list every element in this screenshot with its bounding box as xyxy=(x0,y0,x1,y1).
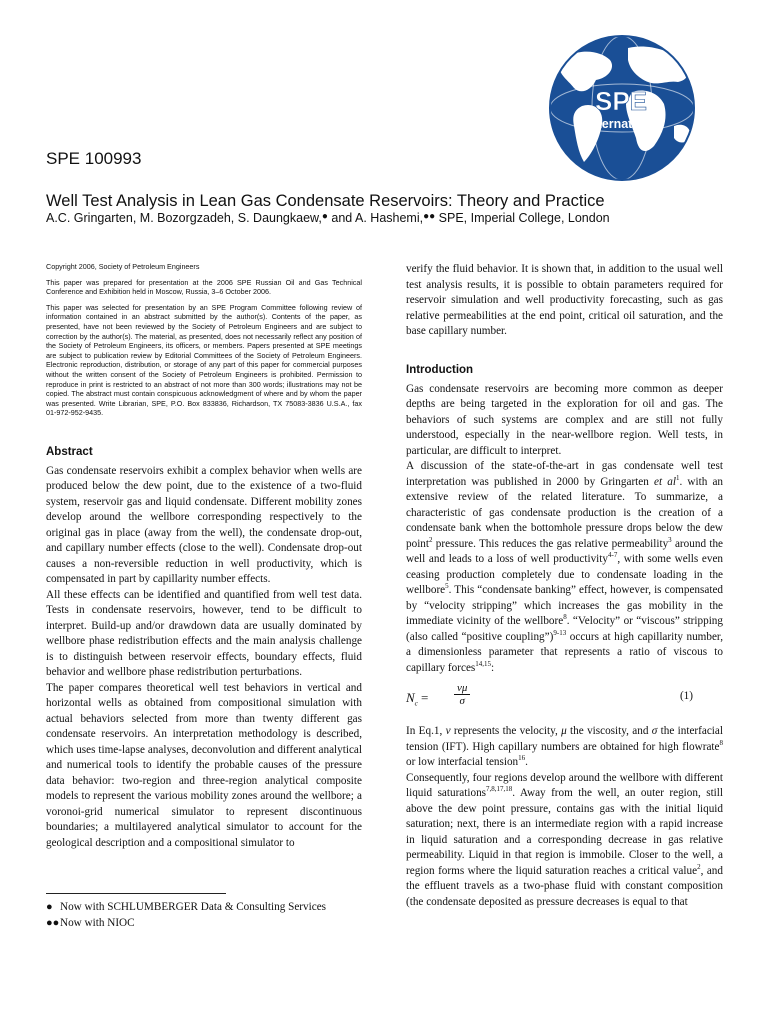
eq-denominator: σ xyxy=(459,695,465,707)
equation-lhs xyxy=(406,690,428,708)
intro-p4-text: Consequently, four regions develop around the wellbore with different liquid saturations xyxy=(406,771,723,799)
citation: 14,15 xyxy=(475,659,492,668)
author-mark-1: ● xyxy=(321,211,328,222)
citation: 2 xyxy=(429,535,433,544)
footnote-text-1: Now with SCHLUMBERGER Data & Consulting Services xyxy=(60,901,327,913)
globe-icon xyxy=(498,34,726,182)
abstract-continuation: verify the fluid behavior. It is shown that, in addition to the usual well test analysis results, it is possible to obtain parameters required for reservoir simulation and well productivity forecasting, such as gas relative permeabilities at the end point, critical oil saturation, and the base capillary number. xyxy=(406,263,723,337)
intro-paragraph-4 xyxy=(406,771,723,911)
authors-part1: A.C. Gringarten, M. Bozorgzadeh, S. Daungkaew, xyxy=(46,211,322,225)
intro-p3-text: the viscosity, and xyxy=(566,725,652,737)
equation-1 xyxy=(406,682,723,720)
intro-p4-text: . Away from the well, an outer region, still above the dew point pressure, contains gas with the initial liquid saturation; next, there is an intermediate region with a rapid increase in liquid saturation and a corresponding decrease in gas relative permeability. Liquid in that region is immobile. Closer to the well, a region forms where the liquid saturation reaches a critical value xyxy=(406,787,724,877)
selection-notice: This paper was selected for presentation by an SPE Program Committee following review of information contained in an abstract submitted by the author(s). Contents of the paper, as presented, have not been reviewed by the Society of Petroleum Engineers and are subject to correction by the author(s). The material, as presented, does not necessarily reflect any position of the Society of Petroleum Engineers, its officers, or members. Papers presented at SPE meetings are subject to publication review by Editorial Committees of the Society of Petroleum Engineers. Electronic reproduction, distribution, or storage of any part of this paper for commercial purposes without the written consent of the Society of Petroleum Engineers is prohibited. Permission to reproduce in print is restricted to an abstract of not more than 300 words; illustrations may not be copied. The abstract must contain conspicuous acknowledgment of where and by whom the paper was presented. Write Librarian, SPE, P.O. Box 833836, Richardson, TX 75083-3836 U.S.A., fax 01-972-952-9435. xyxy=(46,302,362,418)
citation: 8 xyxy=(719,738,723,747)
footnote-mark-2: ●● xyxy=(46,916,60,929)
footnote-1 xyxy=(46,900,376,916)
equation-fraction xyxy=(454,682,470,707)
abstract-heading: Abstract xyxy=(46,445,93,458)
symbol-mu: μ xyxy=(561,725,567,737)
footnote-divider xyxy=(46,893,226,894)
intro-p2-text: : xyxy=(491,661,495,674)
eq-subscript: c xyxy=(414,699,418,708)
intro-p3-text: . xyxy=(525,756,528,768)
intro-p3-text: or low interfacial tension xyxy=(406,756,519,768)
intro-paragraph-2 xyxy=(406,459,723,676)
intro-p3-text: the interfacial tension (IFT). High capillary numbers are obtained for high flowrate xyxy=(406,725,723,753)
intro-p2-text: . with an extensive review of the related literature. To summarize, a characteristic of gas condensate production is the creation of a condensate bank when the bottomhole pressure drops below the dew point xyxy=(406,475,723,550)
logo-line2: International xyxy=(586,117,662,131)
intro-paragraph-1: Gas condensate reservoirs are becoming more common as deeper depths are being targeted in the exploration for oil and gas. The behaviors of such systems are complex and are still not fully understood, especially in the near-wellbore region. Well tests, in particular, are difficult to interpret. xyxy=(406,382,723,457)
logo-line1: SPE xyxy=(594,86,648,116)
authors-line xyxy=(46,211,746,225)
abstract-paragraph-3: The paper compares theoretical well test behaviors in vertical and horizontal wells as obtained from compositional simulation with actual behaviors selected from more than twenty different gas condensate reservoirs. An interpretation methodology is described, which uses time-lapse analyses, deconvolution and different analytical and numerical tools to identify the probable causes of the pressure data behavior: two-region and three-region analytical composite models to represent the various mobility zones around the wellbore; a voronoi-grid numerical simulator to represent discontinuous boundaries; a multilayered analytical simulator to account for the geological description and a compositional simulator to xyxy=(46,681,362,849)
intro-p4-text: , and the effluent travels as a two-phase fluid with constant composition (the condensate deposited as pressure decreases is equal to that xyxy=(406,864,723,908)
prepared-notice: This paper was prepared for presentation at the 2006 SPE Russian Oil and Gas Technical Conference and Exhibition held in Moscow, Russia, 3–6 October 2006. xyxy=(46,277,362,297)
footnote-2 xyxy=(46,916,376,932)
citation: 4-7 xyxy=(608,551,618,559)
footnote-mark-1: ● xyxy=(46,901,53,913)
eq-symbol-n: N xyxy=(406,690,415,705)
citation: 3 xyxy=(668,535,672,544)
footnote-text-2: Now with NIOC xyxy=(60,916,135,929)
intro-p2-text: occurs at high capillarity number, a dimensionless parameter that represents a ratio of viscous to capillary forces xyxy=(406,630,724,674)
intro-p2-text: , with some wells even ceasing production completely due to condensate loading in the wellbore xyxy=(406,553,723,596)
paper-id: SPE 100993 xyxy=(46,149,142,168)
intro-p2-text: pressure. This reduces the gas relative permeability xyxy=(432,537,669,550)
symbol-v: v xyxy=(445,725,451,737)
citation: 7,8,17,18 xyxy=(486,785,513,793)
citation: 5 xyxy=(445,582,449,590)
symbol-sigma: σ xyxy=(651,725,658,737)
citation: 16 xyxy=(518,754,526,762)
abstract-paragraph-2: All these effects can be identified and quantified from well test data. Tests in condensate reservoirs, however, tend to be difficult to interpret. Build-up and/or drawdown data are usually dominated by wellbore phase redistribution effects and the main analysis challenge is to distinguish between reservoir effects, boundary effects, fluid behavior and wellbore phase redistribution perturbations. xyxy=(46,588,362,679)
intro-p2-text: . This “condensate banking” effect, however, is compensated by “velocity stripping” which increases the gas mobility in the immediate vicinity of the wellbore xyxy=(406,584,723,627)
authors-part2: and A. Hashemi, xyxy=(327,211,424,225)
intro-p3-text: represents the velocity, xyxy=(450,725,562,737)
et-al: et al xyxy=(654,475,676,488)
eq-numerator: vμ xyxy=(454,682,470,695)
intro-p3-text: In Eq.1, xyxy=(406,725,446,737)
paper-title: Well Test Analysis in Lean Gas Condensate Reservoirs: Theory and Practice xyxy=(46,192,605,210)
spe-logo xyxy=(498,34,726,182)
intro-paragraph-3 xyxy=(406,724,723,771)
citation: 9-13 xyxy=(553,628,567,637)
eq-equals: = xyxy=(421,690,429,705)
citation: 2 xyxy=(697,862,701,871)
author-mark-2: ●● xyxy=(423,211,436,222)
citation: 8 xyxy=(563,613,567,621)
citation: 1 xyxy=(675,473,680,482)
right-column xyxy=(406,262,723,910)
intro-p2-text: A discussion of the state-of-the-art in gas condensate well test interpretation was published in 2000 by Gringarten xyxy=(406,460,723,488)
footnotes xyxy=(46,900,376,931)
abstract-paragraph-1: Gas condensate reservoirs exhibit a complex behavior when wells are produced below the dew point, due to the existence of a two-fluid system, reservoir gas and liquid condensate. Different mobility zones develop around the wellbore corresponding respectively to the original gas in place (away from the well), the condensate drop-out, and capillary number effects (close to the well). Condensate drop-out causes a non-reversible reduction in well productivity, which is compensated in part by capillarity number effects. xyxy=(46,464,362,586)
copyright-notice: Copyright 2006, Society of Petroleum Engineers xyxy=(46,262,200,271)
introduction-heading: Introduction xyxy=(406,363,474,376)
left-column xyxy=(46,262,362,851)
equation-number: (1) xyxy=(679,690,693,702)
intro-p2-text: around the well and leads to a loss of well productivity xyxy=(406,537,723,565)
authors-part3: SPE, Imperial College, London xyxy=(435,211,610,225)
intro-p2-text: . “Velocity” or “viscous” stripping (also called “positive coupling”) xyxy=(406,615,723,643)
